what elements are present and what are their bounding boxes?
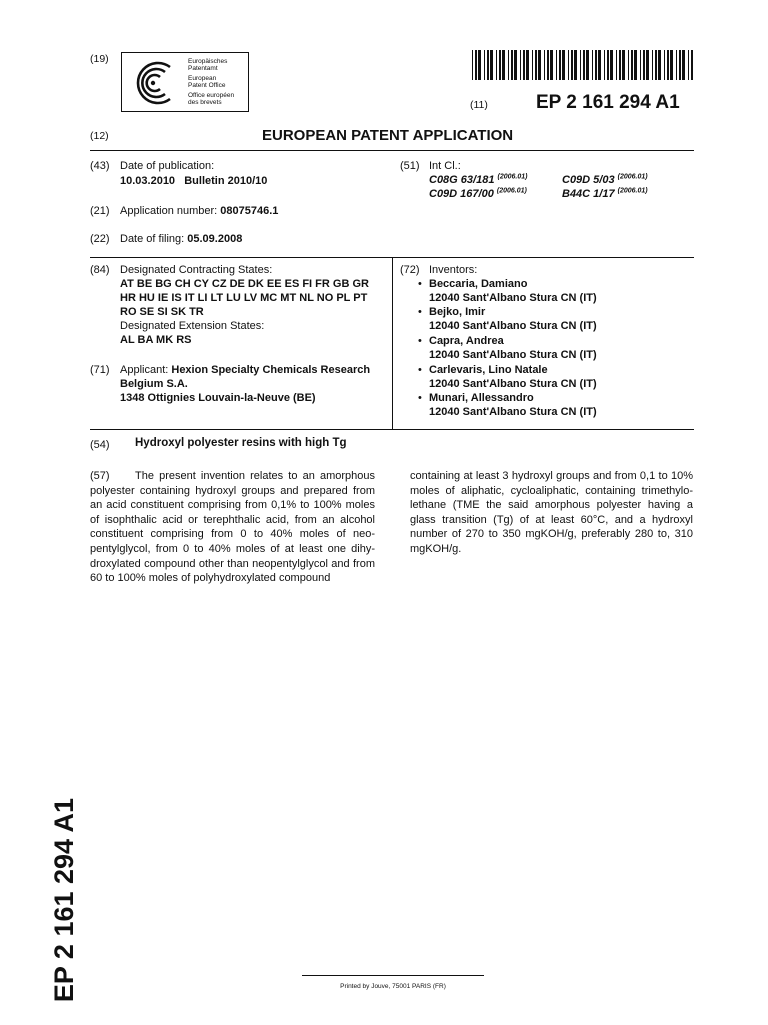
column-divider [392,257,393,429]
office-name-de-2: Patentamt [188,65,218,72]
inventor-name: Beccaria, Damiano [429,278,528,290]
footer-divider [302,975,484,976]
inventor-bullet: • [418,392,422,404]
side-publication-number: EP 2 161 294 A1 [49,797,79,1003]
abstract-column-left [90,469,375,586]
applicant-line: Belgium S.A. [120,378,188,390]
inventor-name: Carlevaris, Lino Natale [429,364,548,376]
divider-bottom [90,429,694,430]
inid-code-54: (54) [90,439,110,451]
inid-code-21: (21) [90,205,110,217]
abstract-text-left: The present invention relates to an amorphous polyester containing hydroxyl groups and prepared from an acid constituent comprising from 0,1% to 100% moles of isophthalic acid or terephthalic acid, from an alcohol constituent comprising from 0 to 40% moles of neo-pentylglycol, from 0 to 40% moles of at least one dihy-droxylated compound other than neopentylglycol and from 60 to 100% moles of polyhydroxylated compound [90,470,375,585]
office-name-en-1: European [188,75,217,82]
office-name-fr-2: des brevets [188,99,222,106]
contracting-states-label: Designated Contracting States: [120,264,273,276]
epo-emblem-icon [130,61,182,105]
inventor-bullet: • [418,364,422,376]
int-cl-entry: C09D 5/03 $^{(2006.01)}$ [562,173,648,186]
inventor-address: 12040 Sant'Albano Stura CN (IT) [429,406,597,418]
contracting-states-line: HR HU IE IS IT LI LT LU LV MC MT NL NO PL PT [120,292,368,304]
contracting-states-line: RO SE SI SK TR [120,306,204,318]
publication-date-label: Date of publication: [120,160,215,172]
inventor-address: 12040 Sant'Albano Stura CN (IT) [429,378,597,390]
inid-code-51: (51) [400,160,420,172]
inid-code-57: (57) [90,470,110,482]
inventor-name: Bejko, Imir [429,306,486,318]
inventor-bullet: • [418,306,422,318]
int-cl-entry: B44C 1/17 $^{(2006.01)}$ [562,187,648,200]
epo-logo [121,52,249,112]
inventor-name: Munari, Allessandro [429,392,534,404]
inventor-bullet: • [418,278,422,290]
contracting-states-line: AT BE BG CH CY CZ DE DK EE ES FI FR GB GR [120,278,369,290]
inid-code-19: (19) [90,53,109,65]
inventors-label: Inventors: [429,264,478,276]
office-name-en-2: Patent Office [188,82,226,89]
inventor-bullet: • [418,335,422,347]
filing-date: Date of filing: 05.09.2008 [120,233,243,245]
inid-code-11: (11) [470,99,488,111]
inid-code-71: (71) [90,364,110,376]
inid-code-22: (22) [90,233,110,245]
abstract-text-right: containing at least 3 hydroxyl groups and from 0,1 to 10% moles of aliphatic, cycloaliphatic, containing trimethylo-lethane (TME the said amorphous polyester having a glass transition (Tg) of at least 60°C, and a hydroxyl number of 270 to 350 mgKOH/g, preferably 280 to, 310 mgKOH/g. [410,470,693,555]
int-cl-label: Int Cl.: [429,160,461,172]
publication-date-value: 10.03.2010 Bulletin 2010/10 [120,175,268,187]
inid-code-84: (84) [90,264,110,276]
extension-states: AL BA MK RS [120,334,192,346]
barcode [472,50,694,80]
publication-number: EP 2 161 294 A1 [536,92,680,113]
invention-title: Hydroxyl polyester resins with high Tg [135,437,347,449]
int-cl-entry: C09D 167/00 $^{(2006.01)}$ [429,187,527,200]
inventor-name: Capra, Andrea [429,335,504,347]
inid-code-43: (43) [90,160,110,172]
office-name-de-1: Europäisches [188,58,228,65]
applicant-line: Applicant: Hexion Specialty Chemicals Research [120,364,371,376]
applicant-line: 1348 Ottignies Louvain-la-Neuve (BE) [120,392,316,404]
application-number: Application number: 08075746.1 [120,205,279,217]
inventor-address: 12040 Sant'Albano Stura CN (IT) [429,292,597,304]
int-cl-entry: C08G 63/181 $^{(2006.01)}$ [429,173,528,186]
office-name-fr-1: Office européen [188,92,235,99]
printer-note: Printed by Jouve, 75001 PARIS (FR) [340,983,446,990]
inid-code-72: (72) [400,264,420,276]
inventor-address: 12040 Sant'Albano Stura CN (IT) [429,320,597,332]
document-type: EUROPEAN PATENT APPLICATION [262,127,514,144]
inid-code-12: (12) [90,130,109,142]
divider-top [90,150,694,151]
extension-states-label: Designated Extension States: [120,320,265,332]
inventor-address: 12040 Sant'Albano Stura CN (IT) [429,349,597,361]
